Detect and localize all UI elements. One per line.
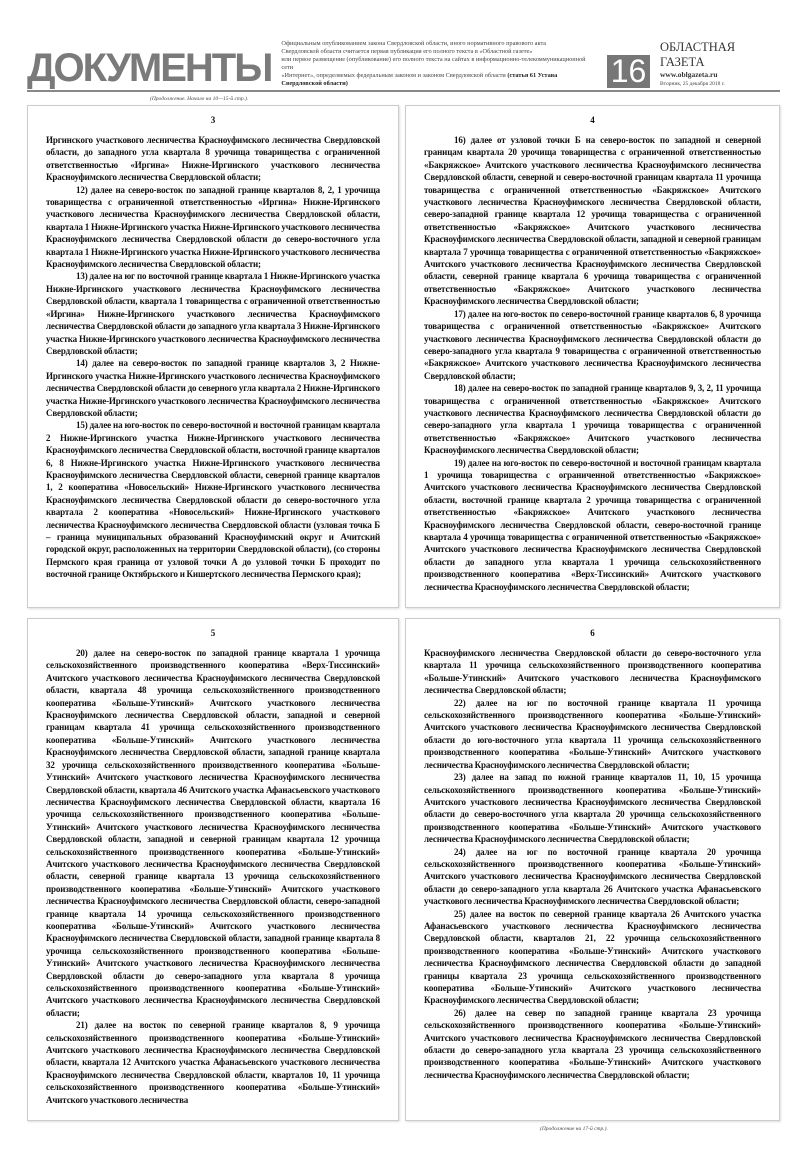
note-line: Официальным опубликованием закона Свердловской области, иного нормативного правового акта [281, 40, 547, 47]
page-number: 3 [210, 115, 216, 125]
paragraph: 15) далее на юго-восток по северо-восточной и восточной границам квартала 2 Нижне-Иргинского участка Нижне-Иргинского участкового лесничества Красноуфимского лесничества Свердловской области, восточной границе кварталов 6, 8 Нижне-Иргинского участка Нижне-Иргинского участкового лесничества Красноуфимского лесничества Свердловской области, северной границе кварталов 1, 2 кооператива «Новосельский» Нижне-Иргинского участкового лесничества Красноуфимского лесничества Свердловской области до северо-восточного угла квартала 2 кооператива «Новосельский» Нижне-Иргинского участкового лесничества Красноуфимского лесничества Свердловской области (узловая точка Б – граница муниципальных образований Красноуфимский округ и Ачитский городской округ, расположенных на территории Свердловской области), (со стороны Пермского края граница от узловой точки А до узловой точки Б проходит по восточной границе Октябрьского и Кишертского лесничества Пермского края); [46, 420, 380, 580]
note-line: или первое размещение (опубликование) его полного текста на сайтах в информационно-телекоммуникационной сети [281, 56, 586, 71]
paragraph: 18) далее на северо-восток по западной границе кварталов 9, 3, 2, 11 урочища товарищества с ограниченной ответственностью «Бакряжское» Ачитского участкового лесничества Красноуфимского лесничества Свердловской области до северо-западного угла квартала 1 урочища товарищества с ограниченной ответственностью «Бакряжское» Ачитского участкового лесничества Красноуфимского лесничества Свердловской области; [424, 383, 761, 456]
publication-note [281, 40, 597, 88]
paragraph: 25) далее на восток по северной границе квартала 26 Ачитского участка Афанасьевского участкового лесничества Красноуфимского лесничества Свердловской области, кварталов 21, 22 урочища сельскохозяйственного производственного кооператива «Больше-Утинский» Ачитского участкового лесничества Красноуфимского лесничества Свердловской области до западной границы квартала 23 урочища сельскохозяйственного производственного кооператива «Больше-Утинский» Ачитского участкового лесничества Красноуфимского лесничества Свердловской области; [424, 908, 761, 1006]
paragraph: 16) далее от узловой точки Б на северо-восток по западной и северной границам квартала 20 урочища товарищества с ограниченной ответственностью «Бакряжское» Ачитского участкового лесничества Красноуфимского лесничества Свердловской области, северной и северо-восточной границам квартала 11 урочища товарищества с ограниченной ответственностью «Бакряжское» Ачитского участкового лесничества Красноуфимского лесничества Свердловской области, северо-западной границе квартала 12 урочища товарищества с ограниченной ответственностью «Бакряжское» Ачитского участкового лесничества Красноуфимского лесничества Свердловской области, западной и северной границам квартала 7 урочища товарищества с ограниченной ответственностью «Бакряжское» Ачитского участкового лесничества Красноуфимского лесничества Свердловской области, северной границе квартала 6 урочища товарищества с ограниченной ответственностью «Бакряжское» Ачитского участкового лесничества Красноуфимского лесничества Свердловской области; [424, 135, 761, 307]
paragraph: 24) далее на юг по восточной границе квартала 20 урочища сельскохозяйственного производственного кооператива «Больше-Утинский» Ачитского участкового лесничества Красноуфимского лесничества Свердловской области до северо-западного угла квартала 26 Ачитского участка Афанасьевского участкового лесничества Красноуфимского лесничества Свердловской области; [424, 846, 761, 907]
paragraph: 17) далее на юго-восток по северо-восточной границе кварталов 6, 8 урочища товарищества с ограниченной ответственностью «Бакряжское» Ачитского участкового лесничества Красноуфимского лесничества Свердловской области до северо-западного угла квартала 9 товарищества с ограниченной ответственностью «Бакряжское» Ачитского участкового лесничества Красноуфимского лесничества Свердловской области; [424, 308, 761, 381]
page-number: 5 [210, 628, 216, 639]
document-page-5 [27, 618, 399, 1121]
newspaper-name: ОБЛАСТНАЯ ГАЗЕТА [660, 40, 736, 69]
continued-to-note: (Продолжение на 17-й стр.). [540, 1126, 608, 1133]
paragraph: 20) далее на северо-восток по западной границе квартала 1 урочища сельскохозяйственного производственного кооператива «Верх-Тиссинский» Ачитского участкового лесничества Красноуфимского лесничества Свердловской области, квартала 48 урочища сельскохозяйственного производственного кооператива «Больше-Утинский» Ачитского участкового лесничества Красноуфимского лесничества Свердловской области, западной и северной границам квартала 41 урочища сельскохозяйственного производственного кооператива «Больше-Утинский» Ачитского участкового лесничества Красноуфимского лесничества Свердловской области, западной границе квартала 32 урочища сельскохозяйственного производственного кооператива «Больше-Утинский» Ачитского участкового лесничества Красноуфимского лесничества Свердловской области, квартала 46 Ачитского участка Афанасьевского участкового лесничества Красноуфимского лесничества Свердловской области, квартала 16 урочища сельскохозяйственного производственного кооператива «Больше-Утинский» Ачитского участкового лесничества Красноуфимского лесничества Свердловской области, западной и северной границам квартала 12 урочища сельскохозяйственного производственного кооператива «Больше-Утинский» Ачитского участкового лесничества Красноуфимского лесничества Свердловской области, северной границе квартала 13 урочища сельскохозяйственного производственного кооператива «Больше-Утинский» Ачитского участкового лесничества Красноуфимского лесничества Свердловской области, северо-западной границе квартала 14 урочища сельскохозяйственного производственного кооператива «Больше-Утинский» Ачитского участкового лесничества Красноуфимского лесничества Свердловской области, западной границе квартала 8 урочища сельскохозяйственного производственного кооператива «Больше-Утинский» Ачитского участкового лесничества Красноуфимского лесничества Свердловской области до северо-западного угла квартала 8 урочища сельскохозяйственного производственного кооператива «Больше-Утинский» Ачитского участкового лесничества Красноуфимского лесничества Свердловской области; [46, 648, 380, 1018]
page-number: 4 [590, 115, 595, 125]
paragraph: 26) далее на север по западной границе квартала 23 урочища сельскохозяйственного производственного кооператива «Больше-Утинский» Ачитского участкового лесничества Красноуфимского лесничества Свердловской области до северо-западного угла квартала 23 урочища сельскохозяйственного производственного кооператива «Больше-Утинский» Ачитского участкового лесничества Красноуфимского лесничества Свердловской области; [424, 1007, 761, 1080]
document-pages [27, 105, 780, 1121]
paragraph: 12) далее на северо-восток по западной границе кварталов 8, 2, 1 урочища товарищества с ограниченной ответственностью «Иргина» Нижне-Иргинского участкового лесничества Красноуфимского лесничества Свердловской области, квартала 1 Нижне-Иргинского участка Нижне-Иргинского участкового лесничества Красноуфимского лесничества Свердловской области до северо-восточного угла квартала 1 Нижне-Иргинского участка Нижне-Иргинского участкового лесничества Красноуфимского лесничества Свердловской области; [46, 184, 380, 270]
paragraph: Красноуфимского лесничества Свердловской области до северо-восточного угла квартала 11 урочища сельскохозяйственного производственного кооператива «Больше-Утинский» Ачитского участкового лесничества Красноуфимского лесничества Свердловской области; [424, 648, 761, 696]
newspaper-site-link[interactable]: www.oblgazeta.ru [660, 70, 718, 79]
issue-date: Вторник, 25 декабря 2018 г. [660, 81, 725, 87]
page-number: 6 [590, 628, 595, 639]
paragraph: 13) далее на юг по восточной границе квартала 1 Нижне-Иргинского участка Нижне-Иргинского участкового лесничества Красноуфимского лесничества Свердловской области, квартала 1 товарищества с ограниченной ответственностью «Иргина» Нижне-Иргинского участкового лесничества Красноуфимского лесничества Свердловской области до западного угла квартала 3 Нижне-Иргинского участка Нижне-Иргинского участкового лесничества Красноуфимского лесничества Свердловской области; [46, 271, 380, 356]
document-page-4 [405, 105, 780, 608]
paragraph: 19) далее на юго-восток по северо-восточной и восточной границам квартала 1 урочища товарищества с ограниченной ответственностью «Бакряжское» Ачитского участкового лесничества Красноуфимского лесничества Свердловской области, восточной границе квартала 2 урочища товарищества с ограниченной ответственностью «Бакряжское» Ачитского участкового лесничества Красноуфимского лесничества Свердловской области, северо-восточной границе квартала 4 урочища товарищества с ограниченной ответственностью «Бакряжское» Ачитского участкового лесничества Красноуфимского лесничества Свердловской области до западного угла квартала 1 урочища сельскохозяйственного производственного кооператива «Верх-Тиссинский» Ачитского участкового лесничества Красноуфимского лесничества Свердловской области; [424, 457, 761, 592]
newspaper-info [660, 40, 780, 88]
paragraph: Иргинского участкового лесничества Красноуфимского лесничества Свердловской области, до западного угла квартала 8 урочища товарищества с ограниченной ответственностью «Иргина» Нижне-Иргинского участкового лесничества Красноуфимского лесничества Свердловской области; [46, 135, 380, 183]
page-number-badge: 16 [607, 55, 650, 88]
paragraph: 21) далее на восток по северной границе кварталов 8, 9 урочища сельскохозяйственного производственного кооператива «Больше-Утинский» Ачитского участкового лесничества Красноуфимского лесничества Свердловской области, квартала 12 Ачитского участка Афанасьевского участкового лесничества Красноуфимского лесничества Свердловской области, кварталов 10, 11 урочища сельскохозяйственного производственного кооператива «Больше-Утинский» Ачитского участкового лесничества [46, 1020, 380, 1105]
document-page-6 [405, 618, 780, 1121]
continued-from-note: (Продолжение. Начало на 10—15-й стр.). [150, 96, 249, 102]
paragraph: 23) далее на запад по южной границе кварталов 11, 10, 15 урочища сельскохозяйственного производственного кооператива «Больше-Утинский» Ачитского участкового лесничества Красноуфимского лесничества Свердловской области до северо-восточного угла квартала 20 урочища сельскохозяйственного производственного кооператива «Больше-Утинский» Ачитского участкового лесничества Красноуфимского лесничества Свердловской области; [424, 772, 761, 845]
section-title: ДОКУМЕНТЫ [27, 46, 272, 90]
document-page-3 [27, 105, 399, 608]
paragraph: 14) далее на северо-восток по западной границе кварталов 3, 2 Нижне-Иргинского участка Нижне-Иргинского участкового лесничества Красноуфимского лесничества Свердловской области до северного угла квартала 2 Нижне-Иргинского участка Нижне-Иргинского участкового лесничества Красноуфимского лесничества Свердловской области; [46, 358, 380, 418]
note-line: Свердловской области считается первая публикация его полного текста в «Областной газете» [281, 48, 533, 55]
note-bold: (статья 61 Устава Свердловской области) [281, 72, 558, 87]
note-line: «Интернет», определяемых федеральным законом и законом Свердловской области [281, 72, 506, 79]
page-header [27, 40, 780, 92]
paragraph: 22) далее на юг по восточной границе квартала 11 урочища сельскохозяйственного производственного кооператива «Больше-Утинский» Ачитского участкового лесничества Красноуфимского лесничества Свердловской области до юго-восточного угла квартала 11 урочища сельскохозяйственного производственного кооператива «Больше-Утинский» Ачитского участкового лесничества Красноуфимского лесничества Свердловской области; [424, 697, 761, 770]
